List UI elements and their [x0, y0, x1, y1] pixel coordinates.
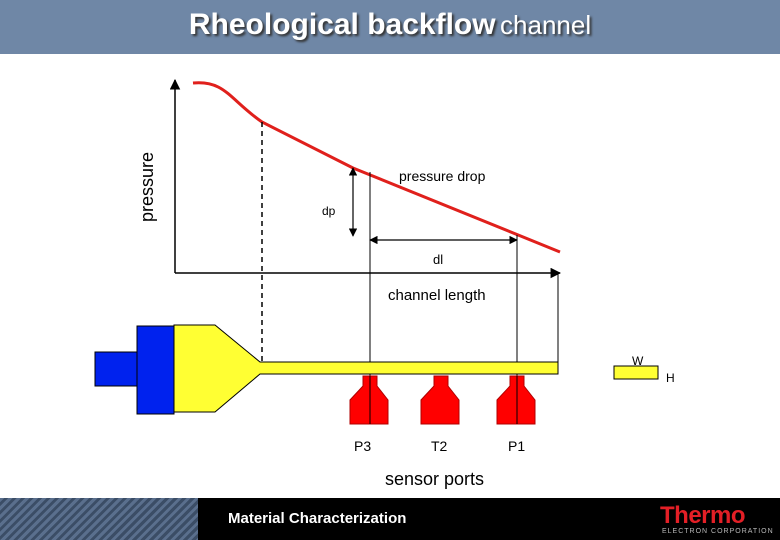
footer-bar: [0, 498, 780, 540]
y-axis-label: pressure: [137, 151, 157, 222]
sensor-port-p3: [350, 376, 388, 424]
nozzle-block: [137, 326, 174, 414]
thermo-logo: Thermo: [660, 502, 746, 529]
pressure-drop-label: pressure drop: [399, 168, 486, 184]
title-main: Rheological backflow: [188, 8, 496, 41]
dp-label: dp: [322, 204, 336, 218]
title-rest: channel: [500, 10, 592, 40]
nozzle-block-small: [95, 352, 137, 386]
footer-stripes: [0, 498, 198, 540]
port-label-p1: P1: [508, 438, 526, 454]
sensor-port-p1: [497, 376, 535, 424]
h-label: H: [666, 371, 675, 385]
dl-label: dl: [433, 252, 444, 267]
pressure-curve: [193, 83, 560, 252]
thermo-logo-subtitle: ELECTRON CORPORATION: [662, 528, 774, 535]
port-label-t2: T2: [431, 438, 448, 454]
channel-length-label: channel length: [388, 287, 486, 304]
footer-tagline: Material Characterization: [228, 510, 407, 527]
port-label-p3: P3: [354, 438, 372, 454]
w-label: W: [632, 354, 644, 368]
sensor-port-t2: [421, 376, 459, 424]
sensor-ports-label: sensor ports: [385, 469, 485, 489]
